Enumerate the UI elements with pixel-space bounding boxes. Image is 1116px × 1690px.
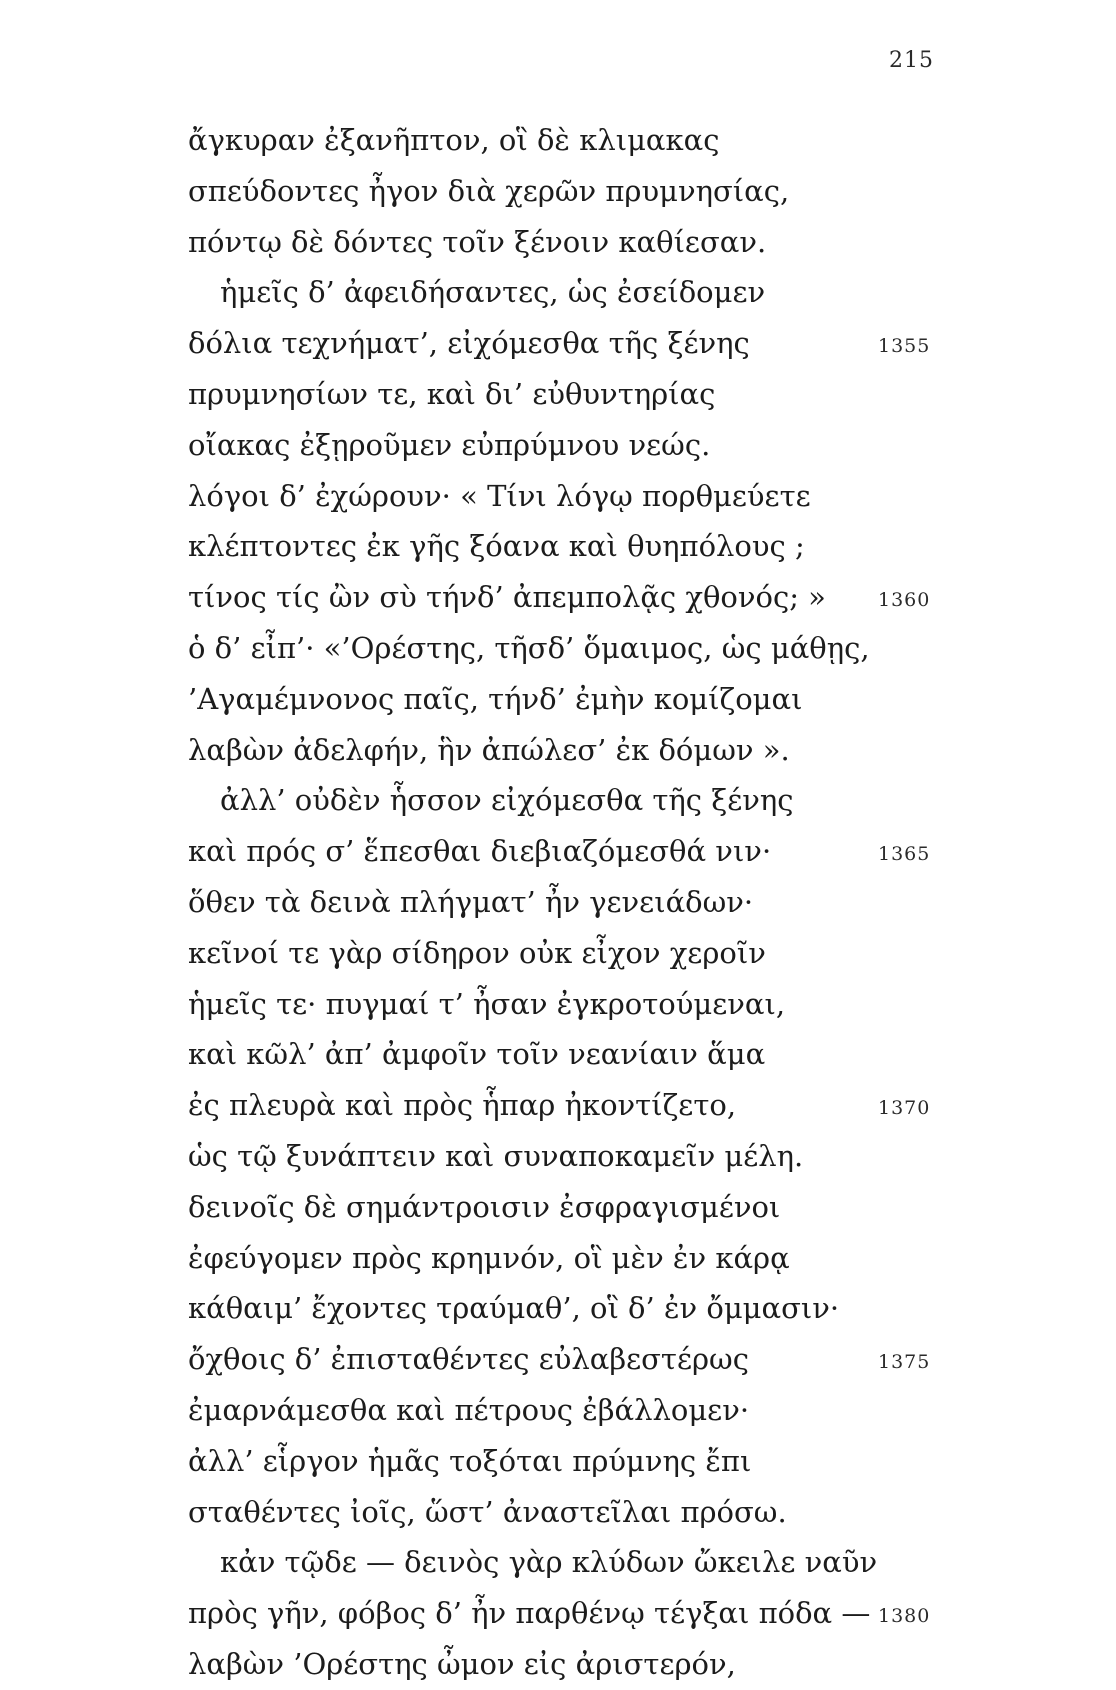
- verse-text: ἡμεῖς δ’ ἀφειδήσαντες, ὡς ἐσείδομεν: [220, 275, 766, 310]
- verse-text: ’Αγαμέμνονος παῖς, τήνδ’ ἐμὴν κομίζομαι: [188, 681, 803, 716]
- verse-text: δεινοῖς δὲ σημάντροισιν ἐσφραγισμένοι: [188, 1189, 781, 1224]
- verse-text: ἀλλ’ οὐδὲν ἧσσον εἰχόμεσθα τῆς ξένης: [220, 783, 794, 818]
- verse-line: [188, 979, 948, 1030]
- verse-line: [188, 1080, 948, 1131]
- verse-text: ἐμαρνάμεσθα καὶ πέτρους ἐβάλλομεν·: [188, 1392, 750, 1427]
- verse-text: τίνος τίς ὢν σὺ τήνδ’ ἀπεμπολᾷς χθονός; »: [188, 580, 826, 615]
- line-number: 1365: [878, 843, 931, 866]
- verse-text: κεῖνοί τε γὰρ σίδηρον οὐκ εἶχον χεροῖν: [188, 935, 766, 970]
- verse-text: λόγοι δ’ ἐχώρουν· « Τίνι λόγῳ πορθμεύετε: [188, 478, 811, 513]
- verse-text: ἀλλ’ εἷργον ἡμᾶς τοξόται πρύμνης ἔπι: [188, 1443, 752, 1478]
- verse-text: κάθαιμ’ ἔχοντες τραύμαθ’, οἳ δ’ ἐν ὄμμασιν·: [188, 1291, 840, 1326]
- verse-text: οἴακας ἐξῃροῦμεν εὐπρύμνου νεώς.: [188, 427, 711, 462]
- verse-line: [188, 420, 948, 471]
- verse-line: [188, 369, 948, 420]
- verse-line: [188, 318, 948, 369]
- line-number: 1355: [878, 335, 931, 358]
- verse-text: ὅθεν τὰ δεινὰ πλήγματ’ ἦν γενειάδων·: [188, 884, 754, 919]
- verse-text: ἄγκυραν ἐξανῆπτον, οἳ δὲ κλιμακας: [188, 123, 720, 157]
- verse-line: [188, 1487, 948, 1538]
- verse-line: [188, 1131, 948, 1182]
- verse-line: [188, 674, 948, 725]
- verse-text: πρυμνησίων τε, καὶ δι’ εὐθυντηρίας: [188, 376, 716, 411]
- verse-text: πόντῳ δὲ δόντες τοῖν ξένοιν καθίεσαν.: [188, 224, 767, 259]
- verse-text: λαβὼν ἀδελφήν, ἣν ἀπώλεσ’ ἐκ δόμων ».: [188, 732, 790, 767]
- verse-text: σταθέντες ἰοῖς, ὥστ’ ἀναστεῖλαι πρόσω.: [188, 1494, 787, 1529]
- verse-line: [188, 572, 948, 623]
- verse-line: [188, 1436, 948, 1487]
- verse-line: [188, 521, 948, 572]
- verse-line: [188, 1537, 948, 1588]
- verse-text: ἡμεῖς τε· πυγμαί τ’ ἦσαν ἐγκροτούμεναι,: [188, 986, 786, 1021]
- verse-line: [188, 1385, 948, 1436]
- verse-text: κἀν τῷδε — δεινὸς γὰρ κλύδων ὤκειλε ναῦν: [220, 1545, 878, 1580]
- verse-text: ὄχθοις δ’ ἐπισταθέντες εὐλαβεστέρως: [188, 1342, 749, 1377]
- line-number: 1370: [878, 1097, 931, 1120]
- verse-line: [188, 877, 948, 928]
- line-number: 1375: [878, 1351, 931, 1374]
- verse-line: [188, 826, 948, 877]
- line-number: 1360: [878, 589, 931, 612]
- verse-text: ὁ δ’ εἶπ’· «’Ορέστης, τῆσδ’ ὅμαιμος, ὡς μάθῃς,: [188, 630, 870, 665]
- verse-line: [188, 1283, 948, 1334]
- verse-line: [188, 471, 948, 522]
- verse-text: δόλια τεχνήματ’, εἰχόμεσθα τῆς ξένης: [188, 326, 750, 361]
- verse-line: [188, 115, 948, 166]
- verse-text: ὡς τῷ ξυνάπτειν καὶ συναποκαμεῖν μέλη.: [188, 1138, 804, 1173]
- verse-text: λαβὼν ’Ορέστης ὦμον εἰς ἀριστερόν,: [188, 1646, 736, 1681]
- verse-line: [188, 1639, 948, 1690]
- verse-block: [188, 115, 948, 1690]
- verse-line: [188, 775, 948, 826]
- verse-text: πρὸς γῆν, φόβος δ’ ἦν παρθένῳ τέγξαι πόδα —: [188, 1596, 871, 1631]
- verse-text: ἐς πλευρὰ καὶ πρὸς ἧπαρ ἠκοντίζετο,: [188, 1088, 737, 1123]
- line-number: 1380: [878, 1605, 931, 1628]
- verse-line: [188, 267, 948, 318]
- page-number: 215: [889, 48, 934, 73]
- verse-line: [188, 725, 948, 776]
- verse-text: κλέπτοντες ἐκ γῆς ξόανα καὶ θυηπόλους ;: [188, 529, 805, 564]
- verse-line: [188, 1182, 948, 1233]
- verse-line: [188, 1029, 948, 1080]
- verse-line: [188, 217, 948, 268]
- verse-line: [188, 1334, 948, 1385]
- verse-line: [188, 928, 948, 979]
- verse-text: καὶ κῶλ’ ἀπ’ ἀμφοῖν τοῖν νεανίαιν ἅμα: [188, 1037, 766, 1072]
- verse-line: [188, 1588, 948, 1639]
- verse-text: ἐφεύγομεν πρὸς κρημνόν, οἳ μὲν ἐν κάρᾳ: [188, 1240, 790, 1275]
- verse-text: σπεύδοντες ἦγον διὰ χερῶν πρυμνησίας,: [188, 173, 790, 208]
- verse-text: καὶ πρός σ’ ἕπεσθαι διεβιαζόμεσθά νιν·: [188, 834, 772, 869]
- verse-line: [188, 1233, 948, 1284]
- verse-line: [188, 166, 948, 217]
- verse-line: [188, 623, 948, 674]
